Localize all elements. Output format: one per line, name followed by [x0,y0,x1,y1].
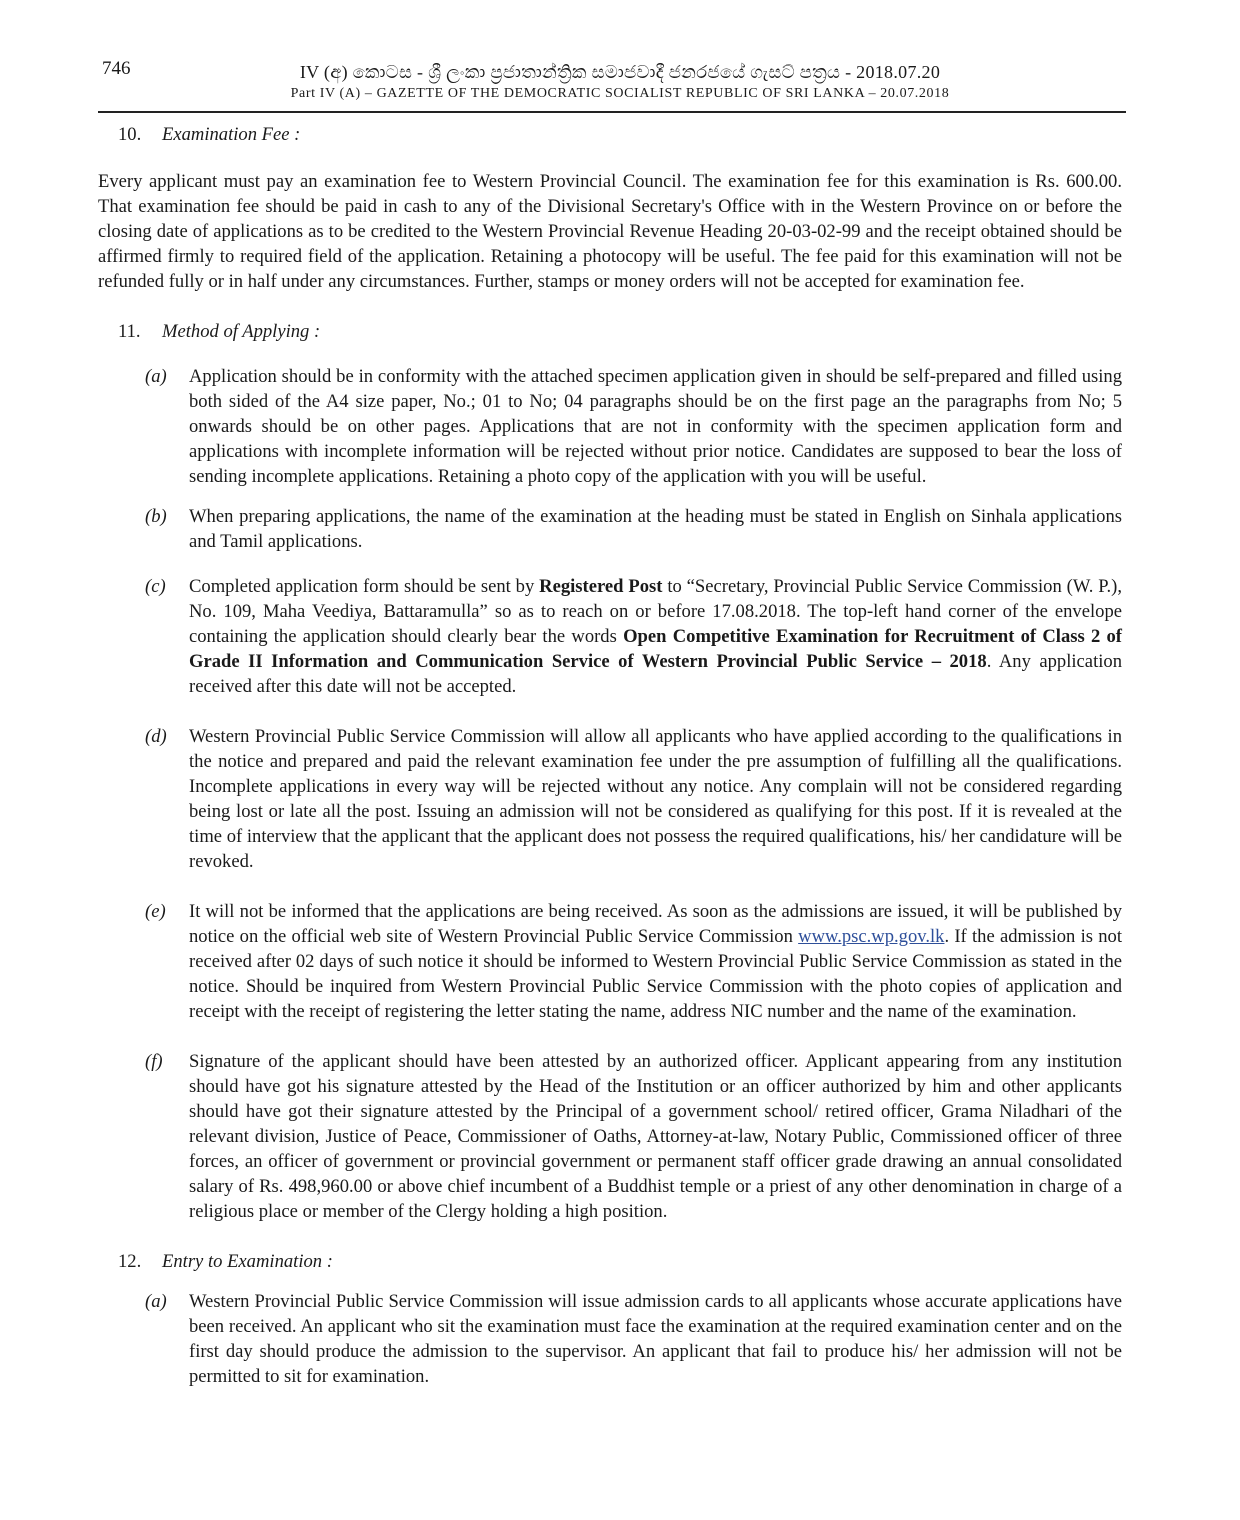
clause-text-part: Completed application form should be sent by [189,576,540,597]
registered-post-emphasis: Registered Post [539,576,663,597]
section-title: Method of Applying : [162,321,321,342]
clause-11a [98,364,1122,489]
clause-label: (d) [145,726,167,747]
clause-11e [98,899,1122,1024]
clause-text-part: . Any application received after this date will not be accepted. [189,651,1122,697]
header-rule [98,111,1126,113]
clause-text: Signature of the applicant should have been attested by an authorized officer. Applicant appearing from any institution should have got his signature attested by the Head of the Institution or an officer authorized by him and other applicants should have got their signature attested by the Principal of a government school/ retired officer, Grama Niladhari of the relevant division, Justice of Peace, Commissioner of Oaths, Attorney-at-law, Notary Public, Commissioned officer of three forces, an officer of government or provincial government or permanent staff officer grade drawing an annual consolidated salary of Rs. 498,960.00 or above chief incumbent of a Buddhist temple or a priest of any other denomination in charge of a religious place or member of the Clergy holding a high position. [189,1051,1122,1222]
section-title: Examination Fee : [162,124,301,145]
examination-name-emphasis: Open Competitive Examination for Recruitment of Class 2 of Grade II Information and Communication Service of Western Provincial Public Service – 2018 [189,626,1122,672]
section-10-heading [118,122,1122,147]
section-12-heading [118,1249,1122,1274]
clause-label: (c) [145,576,166,597]
section-title: Entry to Examination : [162,1251,333,1272]
section-number: 11. [118,321,141,342]
clause-label: (e) [145,901,166,922]
clause-text: Western Provincial Public Service Commission will issue admission cards to all applicants whose accurate applications have been received. An applicant who sit the examination must face the examination at the required examination center and on the first day should produce the admission to the supervisor. An applicant that fail to produce his/ her admission will not be permitted to sit for examination. [189,1291,1122,1387]
clause-11f [98,1049,1122,1224]
clause-11c [98,574,1122,699]
psc-website-link[interactable]: www.psc.wp.gov.lk [798,926,945,947]
gazette-header-sinhala: IV (අ) කොටස - ශ්‍රී ලංකා ප්‍රජාතාන්ත්‍රික සමාජවාදී ජනරජයේ ගැසට් පත්‍රය - 2018.07.20 [299,62,941,82]
clause-text: Western Provincial Public Service Commission will allow all applicants who have applied according to the qualifications in the notice and prepared and paid the relevant examination fee under the pre assumption of fulfilling all the qualifications. Incomplete applications in every way will be rejected without any notice. Any complain will not be considered regarding being lost or late all the post. Issuing an admission will not be considered as qualifying for this post. If it is revealed at the time of interview that the applicant that the applicant does not possess the required qualifications, his/ her candidature will be revoked. [189,726,1122,872]
clause-label: (a) [145,366,167,387]
page-number: 746 [102,58,131,79]
clause-text [189,574,1122,699]
clause-text: When preparing applications, the name of the examination at the heading must be stated in English on Sinhala applications and Tamil applications. [189,506,1122,552]
document-body [98,122,1122,1389]
clause-text: Application should be in conformity with the attached specimen application given in should be self-prepared and filled using both sided of the A4 size paper, No.; 01 to No; 04 paragraphs should be on the first page an the paragraphs from No; 5 onwards should be on other pages. Applications that are not in conformity with the specimen application form and applications with incomplete information will be rejected without prior notice. Candidates are supposed to bear the loss of sending incomplete applications. Retaining a photo copy of the application with you will be useful. [189,366,1122,487]
clause-label: (b) [145,506,167,527]
clause-12a [98,1289,1122,1389]
gazette-header-english: Part IV (A) – GAZETTE OF THE DEMOCRATIC SOCIALIST REPUBLIC OF SRI LANKA – 20.07.2018 [290,86,950,101]
section-number: 10. [118,124,142,145]
clause-text-part: It will not be informed that the applications are being received. As soon as the admissions are issued, it will be published by notice on the official web site of Western Provincial Public Service Commission [189,901,1122,947]
section-number: 12. [118,1251,142,1272]
clause-text-part: . If the admission is not received after 02 days of such notice it should be informed to Western Provincial Public Service Commission as stated in the notice. Should be inquired from Western Provincial Public Service Commission with the photo copies of application and receipt with the receipt of registering the letter stating the name, address NIC number and the name of the examination. [189,926,1123,1022]
clause-label: (f) [145,1051,163,1072]
clause-11b [98,504,1122,554]
clause-11d [98,724,1122,874]
clause-label: (a) [145,1291,167,1312]
section-10-body: Every applicant must pay an examination fee to Western Provincial Council. The examination fee for this examination is Rs. 600.00. That examination fee should be paid in cash to any of the Divisional Secretary's Office with in the Western Province on or before the closing date of applications as to be credited to the Western Provincial Revenue Heading 20-03-02-99 and the receipt obtained should be affirmed firmly to required field of the application. Retaining a photocopy will be useful. The fee paid for this examination will not be refunded fully or in half under any circumstances. Further, stamps or money orders will not be accepted for examination fee. [98,171,1122,292]
clause-text-part: to “Secretary, Provincial Public Service Commission (W. P.), No. 109, Maha Veediya, Battaramulla” so as to reach on or before 17.08.2018. The top-left hand corner of the envelope containing the application should clearly bear the words [189,576,1122,647]
clause-text [189,899,1122,1024]
section-11-heading [118,319,1122,344]
